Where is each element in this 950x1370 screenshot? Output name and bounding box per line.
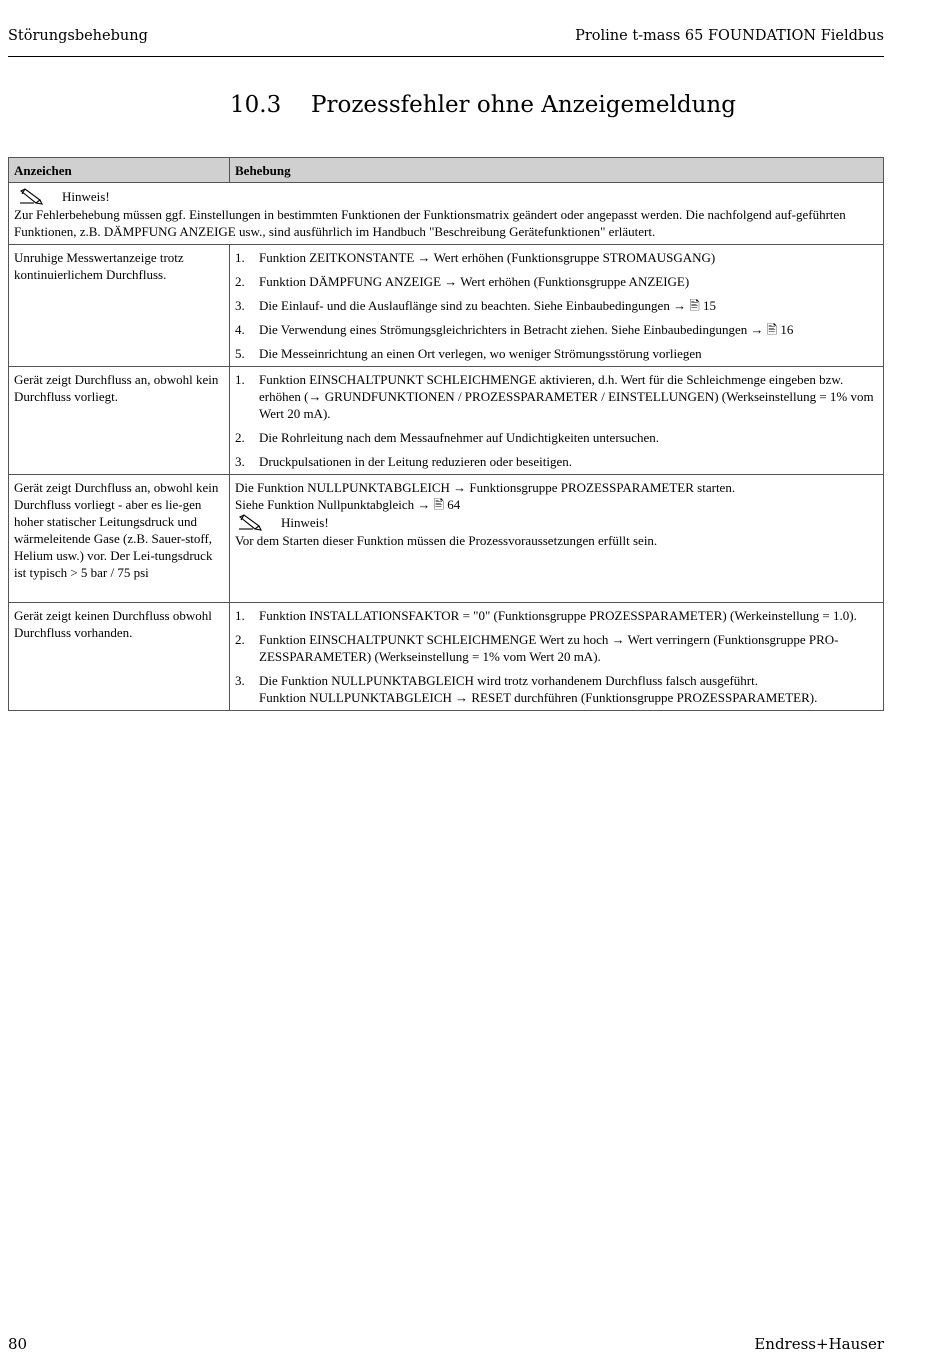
note-row	[9, 183, 884, 245]
header-chapter: Störungsbehebung	[8, 28, 148, 44]
column-header-remedy: Behebung	[230, 158, 884, 183]
pencil-note-icon	[18, 188, 44, 205]
remedy-steps	[235, 249, 878, 362]
note-text: Vor dem Starten dieser Funktion müssen die Prozessvoraussetzungen erfüllt sein.	[235, 533, 658, 548]
remedy-text: Die Funktion NULLPUNKTABGLEICH → Funktionsgruppe PROZESSPARAMETER starten.	[235, 480, 736, 495]
troubleshooting-table	[8, 157, 884, 711]
symptom-cell: Unruhige Messwertanzeige trotz kontinuierlichem Durchfluss.	[9, 245, 230, 367]
list-item: 3. Die Funktion NULLPUNKTABGLEICH wird trotz vorhandenem Durchfluss falsch ausgeführt. Funktion NULLPUNKTABGLEICH → RESET durchführen (Funktionsgruppe PROZESSPARAMETER).	[235, 673, 818, 705]
section-number: 10.3	[230, 92, 282, 118]
list-item: 2. Die Rohrleitung nach dem Messaufnehmer auf Undichtigkeiten untersuchen.	[235, 430, 659, 445]
remedy-reference: Siehe Funktion Nullpunktabgleich → 🖹 64	[235, 497, 461, 512]
table-header-row	[9, 158, 884, 183]
list-item: 1. Funktion EINSCHALTPUNKT SCHLEICHMENGE aktivieren, d.h. Wert für die Schleichmenge eingeben bzw. erhöhen (→ GRUNDFUNKTIONEN / PROZESSPARAMETER / EINSTELLUNGEN) (Werkseinstellung = 1% vom Wert 20 mA).	[235, 372, 874, 421]
list-item: 4. Die Verwendung eines Strömungsgleichrichters in Betracht ziehen. Siehe Einbaubedingungen → 🖹 16	[235, 322, 794, 337]
section-heading	[230, 92, 736, 118]
symptom-cell: Gerät zeigt keinen Durchfluss obwohl Durchfluss vorhanden.	[9, 603, 230, 711]
header-product: Proline t-mass 65 FOUNDATION Fieldbus	[575, 28, 884, 44]
table-row	[9, 367, 884, 475]
note-label: Hinweis!	[62, 189, 110, 204]
list-item: 2. Funktion DÄMPFUNG ANZEIGE → Wert erhöhen (Funktionsgruppe ANZEIGE)	[235, 274, 690, 289]
symptom-cell: Gerät zeigt Durchfluss an, obwohl kein Durchfluss vorliegt - aber es lie-gen hoher statischer Leitungsdruck und wärmeleitende Gase (z.B. Sauer-stoff, Helium usw.) vor. Der Lei-tungsdruck ist typisch > 5 bar / 75 psi	[9, 475, 230, 603]
table-row	[9, 475, 884, 603]
list-item: 1. Funktion ZEITKONSTANTE → Wert erhöhen (Funktionsgruppe STROMAUSGANG)	[235, 250, 716, 265]
list-item: 3. Druckpulsationen in der Leitung reduzieren oder beseitigen.	[235, 454, 572, 469]
list-item: 3. Die Einlauf- und die Auslauflänge sind zu beachten. Siehe Einbaubedingungen → 🖹 15	[235, 298, 717, 313]
note-label: Hinweis!	[281, 515, 329, 530]
note-text: Zur Fehlerbehebung müssen ggf. Einstellungen in bestimmten Funktionen der Funktionsmatrix geändert oder angepasst werden. Die nachfolgend auf-geführten Funktionen, z.B. DÄMPFUNG ANZEIGE usw., sind ausführlich im Handbuch "Beschreibung Gerätefunktionen" erläutert.	[14, 207, 846, 239]
symptom-cell: Gerät zeigt Durchfluss an, obwohl kein Durchfluss vorliegt.	[9, 367, 230, 475]
column-header-symptom: Anzeichen	[9, 158, 230, 183]
remedy-steps	[235, 371, 878, 470]
remedy-steps	[235, 607, 878, 706]
brand-name: Endress+Hauser	[754, 1335, 884, 1353]
section-title: Prozessfehler ohne Anzeigemeldung	[311, 92, 736, 118]
table-row	[9, 245, 884, 367]
page-number: 80	[8, 1335, 28, 1353]
list-item: 5. Die Messeinrichtung an einen Ort verlegen, wo weniger Strömungsstörung vorliegen	[235, 346, 702, 361]
list-item: 1. Funktion INSTALLATIONSFAKTOR = "0" (Funktionsgruppe PROZESSPARAMETER) (Werkeinstellung = 1.0).	[235, 608, 857, 623]
page-header	[8, 28, 884, 57]
pencil-note-icon	[237, 514, 263, 531]
list-item: 2. Funktion EINSCHALTPUNKT SCHLEICHMENGE Wert zu hoch → Wert verringern (Funktionsgruppe PRO-ZESSPARAMETER) (Werkseinstellung = 1% vom Wert 20 mA).	[235, 632, 839, 664]
table-row	[9, 603, 884, 711]
